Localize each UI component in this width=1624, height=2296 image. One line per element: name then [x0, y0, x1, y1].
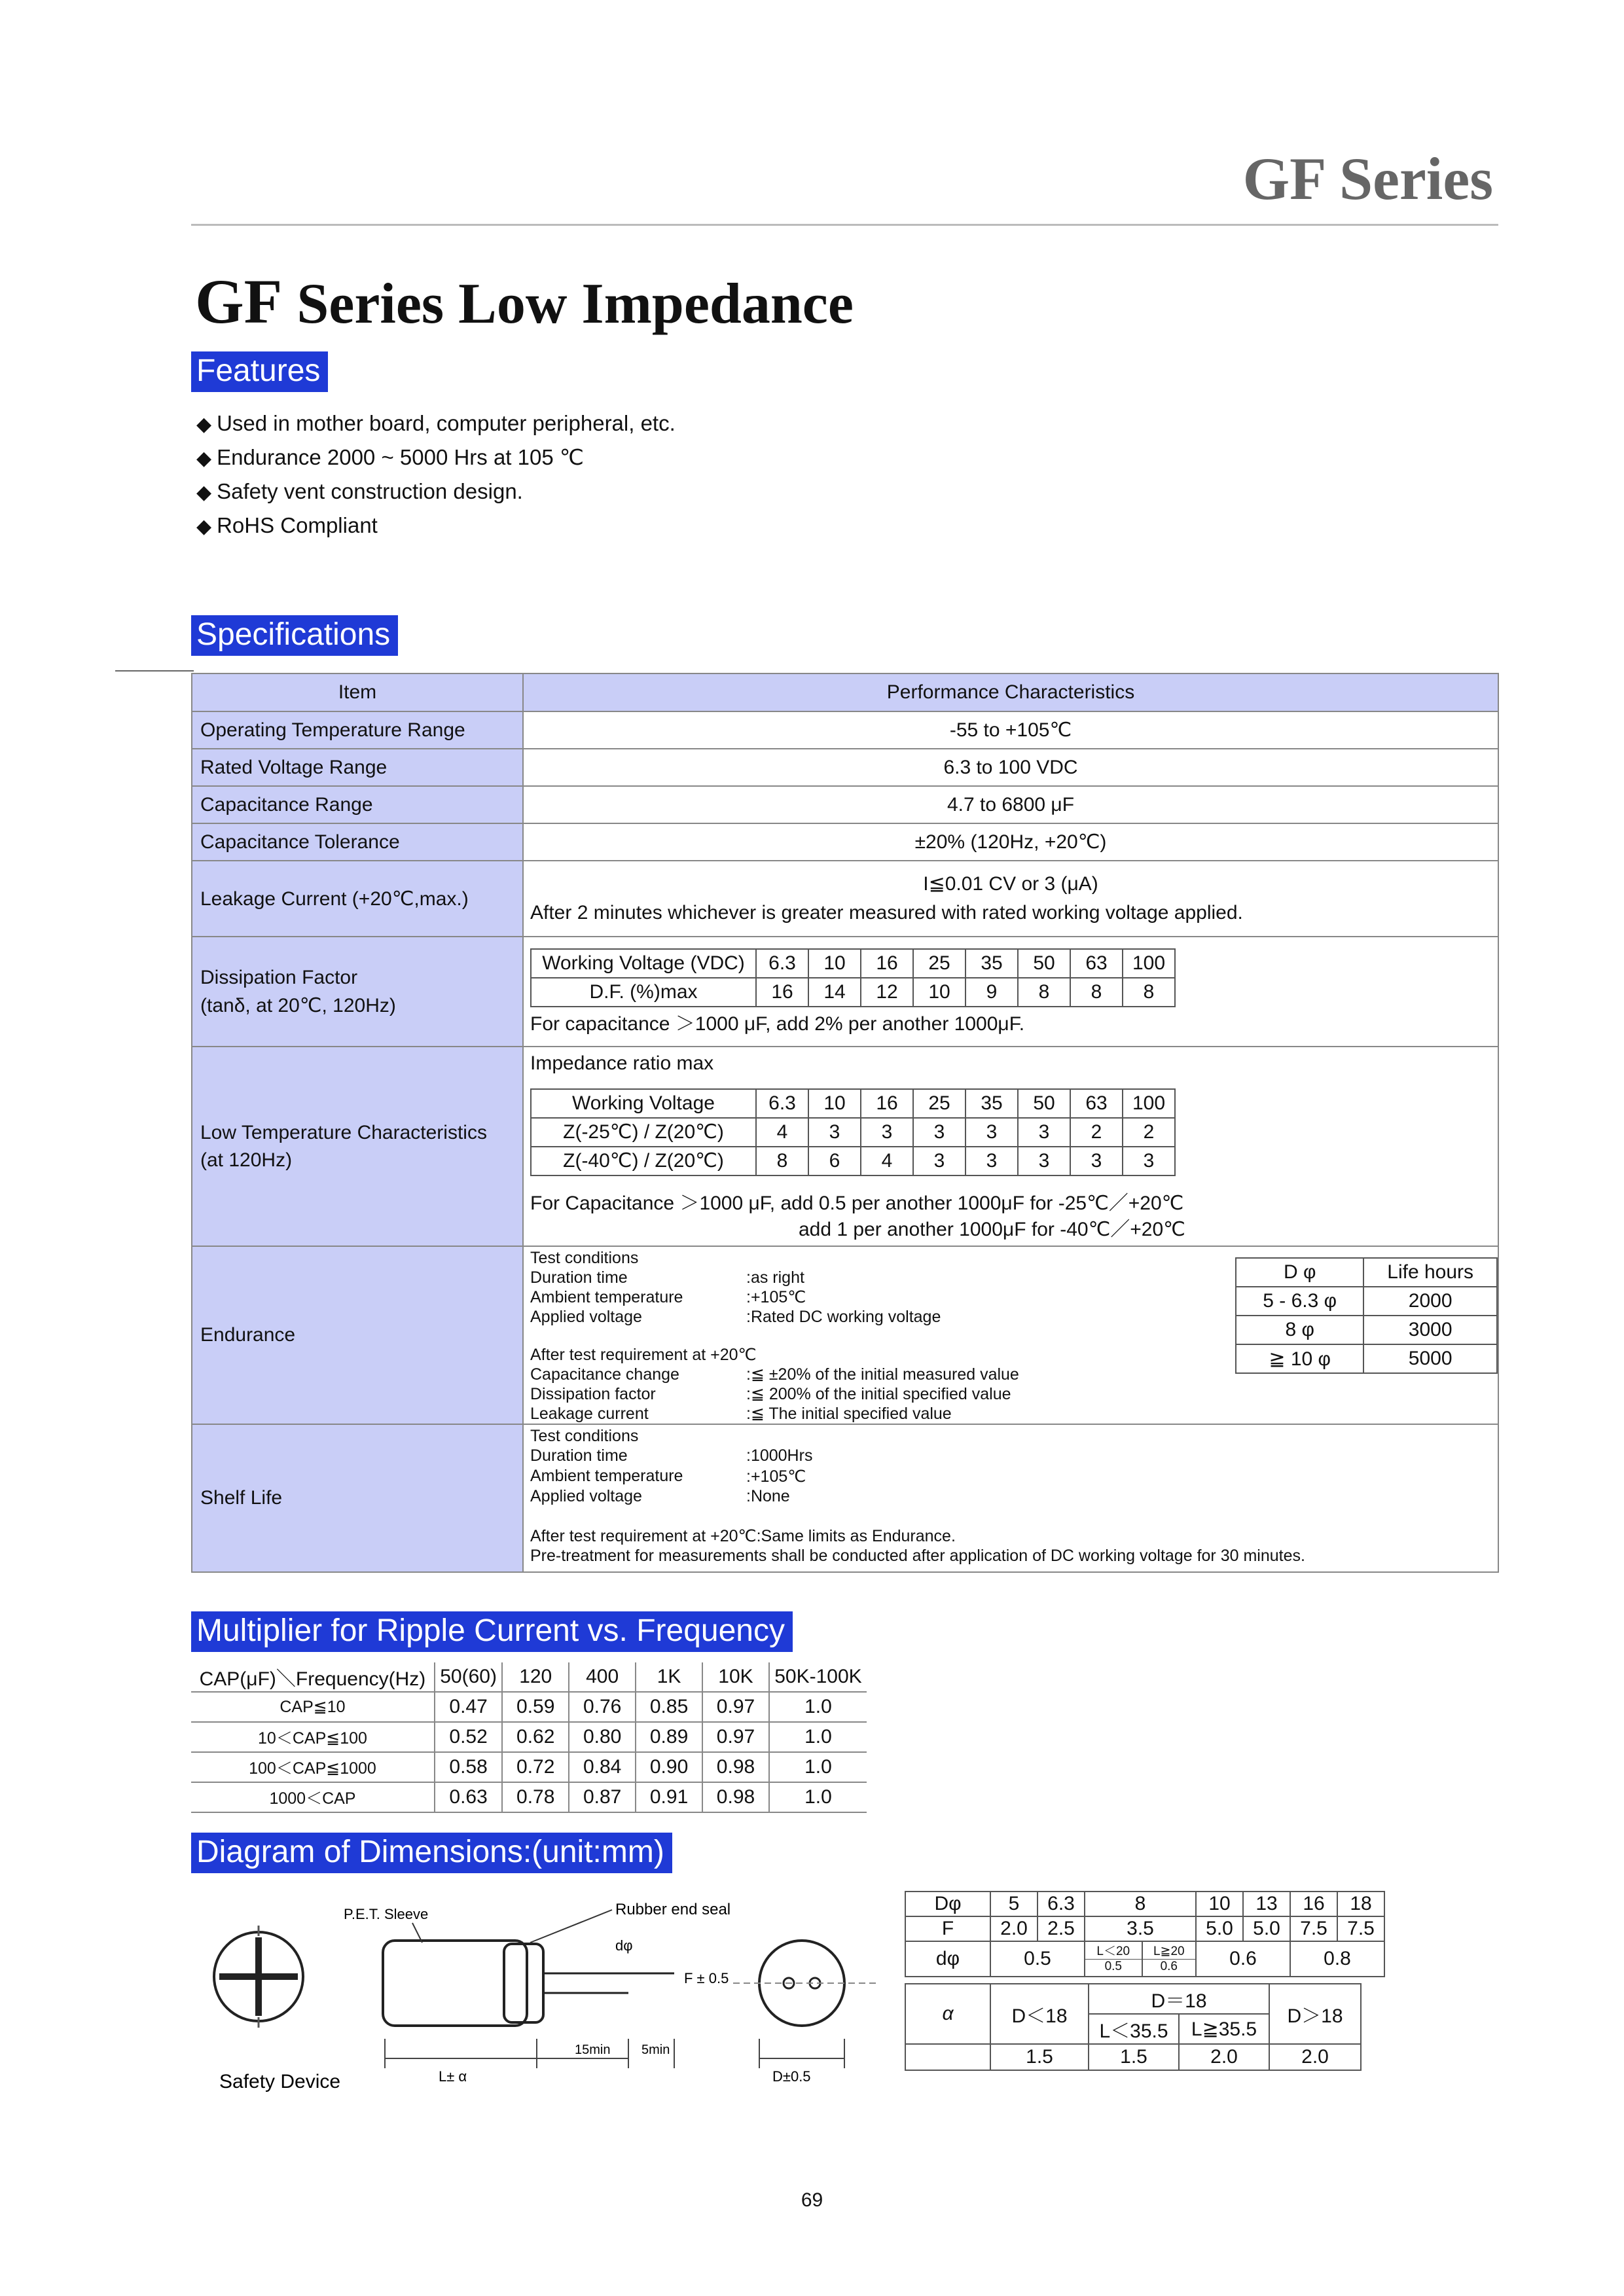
spec-rule — [115, 670, 194, 672]
ripple-row: 1000＜CAP 0.63 0.78 0.87 0.91 0.98 1.0 — [191, 1782, 867, 1812]
ripple-table — [191, 1662, 867, 1813]
f-tol-label: F ± 0.5 — [684, 1970, 729, 1986]
spec-header-perf: Performance Characteristics — [523, 673, 1498, 711]
d-phi-label: dφ — [615, 1937, 633, 1954]
rubber-seal-label: Rubber end seal — [615, 1901, 731, 1918]
ripple-row: CAP≦10 0.47 0.59 0.76 0.85 0.97 1.0 — [191, 1692, 867, 1722]
dimension-table-alpha: α D＜18 D＝18 D＞18 L＜35.5 L≧35.5 1.5 1.5 2.0 2.0 — [905, 1983, 1362, 2071]
min15-label: 15min — [575, 2043, 611, 2057]
capacitor-side-view — [383, 1941, 674, 2068]
shelf-conditions: Duration time :1000Hrs Ambient temperature :+105℃ Applied voltage :None — [530, 1446, 813, 1505]
f-row: F 2.0 2.5 3.5 5.0 5.0 7.5 7.5 — [905, 1916, 1384, 1941]
diamond-icon: ◆ — [196, 482, 212, 503]
safety-label: Safety Device — [219, 2071, 341, 2092]
life-hours-table: D φ Life hours 5 - 6.3 φ 2000 8 φ 3000 ≧ 10 φ 5000 — [1235, 1257, 1498, 1374]
df-table: Working Voltage (VDC) 6.3 10 16 25 35 50 63 100 D.F. (%)max 16 14 12 10 9 8 8 8 — [530, 948, 1176, 1007]
endurance-conditions: Duration time :as right Ambient temperature :+105℃ Applied voltage :Rated DC working voltage — [530, 1268, 941, 1326]
capacitor-end-view — [733, 1941, 877, 2068]
page-heading — [195, 265, 854, 338]
spec-header-row — [192, 673, 1498, 711]
l-alpha-label: L± α — [439, 2068, 467, 2085]
feature-item: ◆ Safety vent construction design. — [196, 475, 676, 509]
dimension-table-lead — [905, 1891, 1385, 1977]
dphi-row: Dφ 5 6.3 8 10 13 16 18 — [905, 1892, 1384, 1916]
features-list — [196, 407, 676, 543]
feature-item: ◆ Used in mother board, computer peripheral, etc. — [196, 407, 676, 441]
safety-device-view — [214, 1926, 303, 2028]
spec-row-leakage: Leakage Current (+20℃,max.) I≦0.01 CV or 3 (μA) After 2 minutes whichever is greater measured with rated working voltage applied. — [192, 861, 1498, 937]
page-number: 69 — [801, 2189, 823, 2211]
spec-header-item: Item — [192, 673, 523, 711]
pet-sleeve-label: P.E.T. Sleeve — [344, 1906, 429, 1922]
spec-row-dissipation: Dissipation Factor (tanδ, at 20℃, 120Hz) Working Voltage (VDC) 6.3 10 16 25 35 50 63 100 D.F. (%)max 16 14 12 10 9 8 8 8 For capacitance ＞1000 μF, add 2% per another 1000μF. — [192, 937, 1498, 1047]
spec-row-shelf: Shelf Life Test conditions Duration time :1000Hrs Ambient temperature :+105℃ Applied voltage :None After test requirement at +20℃:Same limits as Endurance. Pre-treatment for measurements shall be conducted after application of DC working voltage for 30 minutes. — [192, 1424, 1498, 1572]
dimension-drawing — [196, 1885, 890, 2108]
heading-rest: Series Low Impedance — [297, 272, 854, 336]
spec-row: Rated Voltage Range 6.3 to 100 VDC — [192, 749, 1498, 786]
dimensions-label: Diagram of Dimensions:(unit:mm) — [191, 1833, 672, 1873]
ripple-row: 10＜CAP≦100 0.52 0.62 0.80 0.89 0.97 1.0 — [191, 1722, 867, 1752]
ripple-label: Multiplier for Ripple Current vs. Frequency — [191, 1611, 793, 1652]
min5-label: 5min — [641, 2043, 670, 2057]
ripple-header-row: CAP(μF)＼Frequency(Hz) 50(60) 120 400 1K 10K 50K-100K — [191, 1662, 867, 1692]
d-tol-label: D±0.5 — [772, 2068, 811, 2085]
feature-item: ◆ Endurance 2000 ~ 5000 Hrs at 105 ℃ — [196, 441, 676, 475]
spec-row: Capacitance Tolerance ±20% (120Hz, +20℃) — [192, 823, 1498, 861]
feature-item: ◆ RoHS Compliant — [196, 509, 676, 543]
endurance-requirements: Capacitance change :≦ ±20% of the initial measured value Dissipation factor :≦ 200% of the initial specified value Leakage current :≦ The initial specified value — [530, 1365, 1019, 1423]
header-rule — [191, 224, 1498, 226]
spec-row: Capacitance Range 4.7 to 6800 μF — [192, 786, 1498, 823]
series-title: GF Series — [1242, 145, 1493, 212]
ripple-row: 100＜CAP≦1000 0.58 0.72 0.84 0.90 0.98 1.0 — [191, 1752, 867, 1782]
spec-row-low-temp: Low Temperature Characteristics (at 120Hz) Impedance ratio max Working Voltage 6.3 10 16 25 35 50 63 100 Z(-25℃) / Z(20℃) 4 3 3 3 3 3 2 2 Z(-40℃) / Z(20℃) 8 6 4 3 3 3 3 3 For Capacitance ＞1000 μF, add 0.5 per another 1000μF for -25℃／+20℃ add 1 per another 1000μF for -40℃／+20℃ — [192, 1047, 1498, 1246]
heading-gf: GF — [195, 266, 283, 336]
diamond-icon: ◆ — [196, 414, 212, 435]
features-label: Features — [191, 351, 328, 392]
diamond-icon: ◆ — [196, 516, 212, 537]
spec-row-endurance: Endurance Test conditions Duration time :as right Ambient temperature :+105℃ Applied voltage :Rated DC working voltage After test requirement at +20℃ Capacitance change :≦ ±20% of the initial measured value Dissipation factor :≦ 200% of the initial specified value Leakage current :≦ The initial specified value D φ Life hours 5 - 6.3 φ 2000 8 φ 3000 ≧ 10 φ 5000 — [192, 1246, 1498, 1424]
impedance-table: Working Voltage 6.3 10 16 25 35 50 63 100 Z(-25℃) / Z(20℃) 4 3 3 3 3 3 2 2 Z(-40℃) / Z(20℃) 8 6 4 3 3 3 3 3 — [530, 1088, 1176, 1176]
lead-dia-row: dφ 0.5 L＜20 0.5 L≧20 0.6 0.6 0.8 — [905, 1941, 1384, 1977]
specifications-label: Specifications — [191, 615, 398, 656]
specifications-table — [191, 673, 1499, 1573]
diamond-icon: ◆ — [196, 448, 212, 469]
spec-row: Operating Temperature Range -55 to +105℃ — [192, 711, 1498, 749]
